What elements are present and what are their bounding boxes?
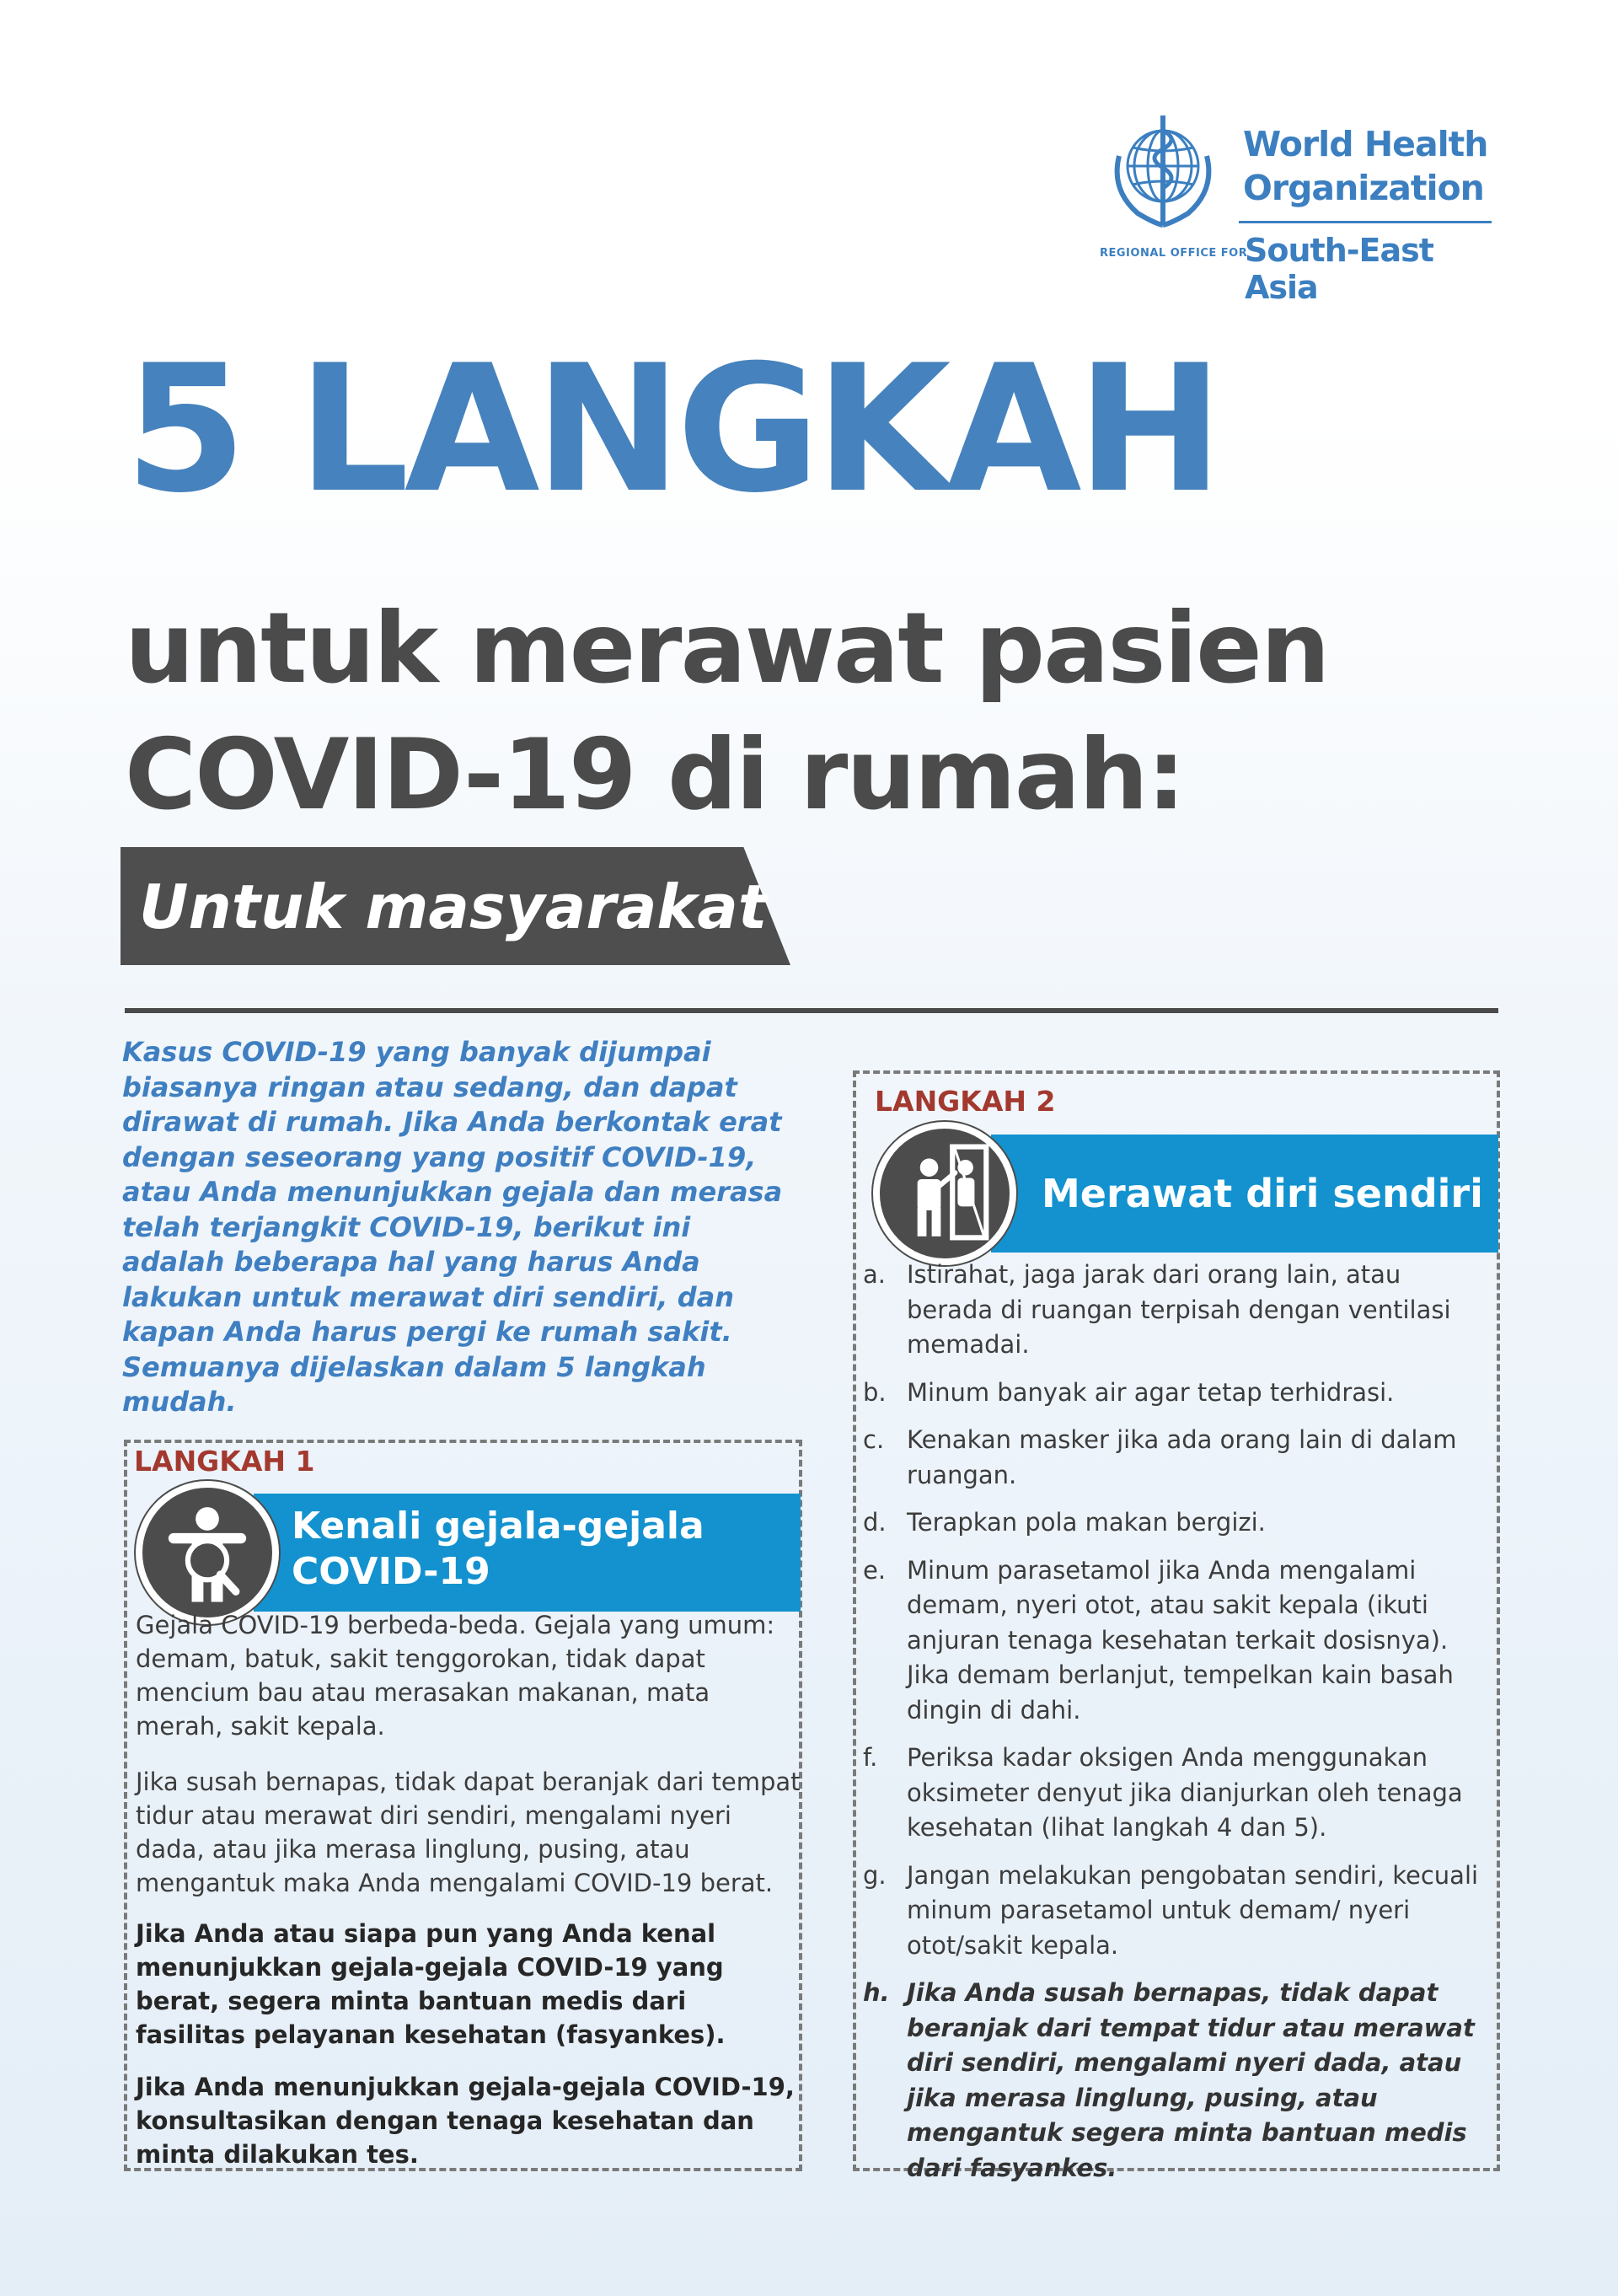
page-title: 5 LANGKAH xyxy=(125,328,1219,532)
intro-paragraph: Kasus COVID-19 yang banyak dijumpai biasanya ringan atau sedang, dan dapat dirawat di rumah. Jika Anda berkontak erat dengan seseorang yang positif COVID-19, atau Anda menunjukkan gejala dan merasa telah terjangkit COVID-19, berikut ini adalah beberapa hal yang harus Anda lakukan untuk merawat diri sendiri, dan kapan Anda harus pergi ke rumah sakit. Semuanya dijelaskan dalam 5 langkah mudah. xyxy=(122,1036,783,1418)
audience-label: Untuk masyarakat xyxy=(139,872,768,942)
org-name-line2: Organization xyxy=(1243,168,1484,208)
regional-office-label: REGIONAL OFFICE FOR xyxy=(1100,247,1248,260)
org-name xyxy=(1243,122,1487,210)
list-item: g. Jangan melakukan pengobatan sendiri, kecuali minum parasetamol untuk demam/ nyeri otot/sakit kepala. xyxy=(863,1860,1479,1960)
list-item: e. Minum parasetamol jika Anda mengalami demam, nyeri otot, atau sakit kepala (ikuti anjuran tenaga kesehatan terkait dosisnya). Jika demam berlanjut, tempelkan kain basah dingin di dahi. xyxy=(863,1555,1454,1725)
self-care-list xyxy=(863,1258,1491,2198)
step1-warning: Jika Anda menunjukkan gejala-gejala COVID-19, konsultasikan dengan tenaga kesehatan dan minta dilakukan tes. xyxy=(136,2073,795,2169)
step1-title-line1: Kenali gejala-gejala xyxy=(292,1505,705,1548)
step1-label: LANGKAH 1 xyxy=(134,1445,315,1478)
who-emblem-icon xyxy=(1096,105,1230,240)
step1-box xyxy=(124,1440,802,2171)
step2-box xyxy=(853,1070,1500,2182)
logo-divider xyxy=(1239,221,1492,223)
subtitle-line2: COVID-19 di rumah: xyxy=(125,718,1185,832)
step1-warning: Jika Anda atau siapa pun yang Anda kenal menunjukkan gejala-gejala COVID-19 yang berat, segera minta bantuan medis dari fasilitas pelayanan kesehatan (fasyankes). xyxy=(136,1919,726,2049)
list-item: c. Kenakan masker jika ada orang lain di dalam ruangan. xyxy=(863,1425,1457,1489)
org-name-line1: World Health xyxy=(1243,124,1488,164)
list-item: a. Istirahat, jaga jarak dari orang lain, atau berada di ruangan terpisah dengan ventilasi memadai. xyxy=(863,1260,1451,1359)
list-item: d. Terapkan pola makan bergizi. xyxy=(863,1508,1266,1537)
list-item: b. Minum banyak air agar tetap terhidrasi. xyxy=(863,1377,1395,1407)
step2-label: LANGKAH 2 xyxy=(875,1085,1056,1118)
region-name: South-East Asia xyxy=(1245,232,1433,306)
person-at-door-icon xyxy=(873,1122,1016,1265)
subtitle-line1: untuk merawat pasien xyxy=(125,592,1329,705)
step1-title-line2: COVID-19 xyxy=(292,1550,490,1593)
section-divider xyxy=(125,1008,1498,1013)
list-item-urgent: h. Jika Anda susah bernapas, tidak dapat beranjak dari tempat tidur atau merawat diri sendiri, mengalami nyeri dada, atau jika merasa linglung, pusing, atau mengantuk segera minta bantuan medis dari fasyankes. xyxy=(863,1978,1475,2182)
step1-title-band xyxy=(254,1494,801,1612)
who-logo xyxy=(1096,105,1492,306)
list-item: f. Periksa kadar oksigen Anda menggunakan oksimeter denyut jika dianjurkan oleh tenaga kesehatan (lihat langkah 4 dan 5). xyxy=(863,1743,1463,1842)
magnifier-person-icon xyxy=(136,1481,279,1624)
step2-title-band xyxy=(991,1135,1498,1253)
step2-title: Merawat diri sendiri xyxy=(1042,1171,1483,1216)
step1-paragraph: Gejala COVID-19 berbeda-beda. Gejala yang umum: demam, batuk, sakit tenggorokan, tidak dapat mencium bau atau merasakan makanan, mata merah, sakit kepala. xyxy=(136,1611,775,1741)
step1-paragraph: Jika susah bernapas, tidak dapat beranjak dari tempat tidur atau merawat diri sendiri, mengalami nyeri dada, atau jika merasa linglung, pusing, atau mengantuk maka Anda mengalami COVID-19 berat. xyxy=(136,1768,801,1897)
